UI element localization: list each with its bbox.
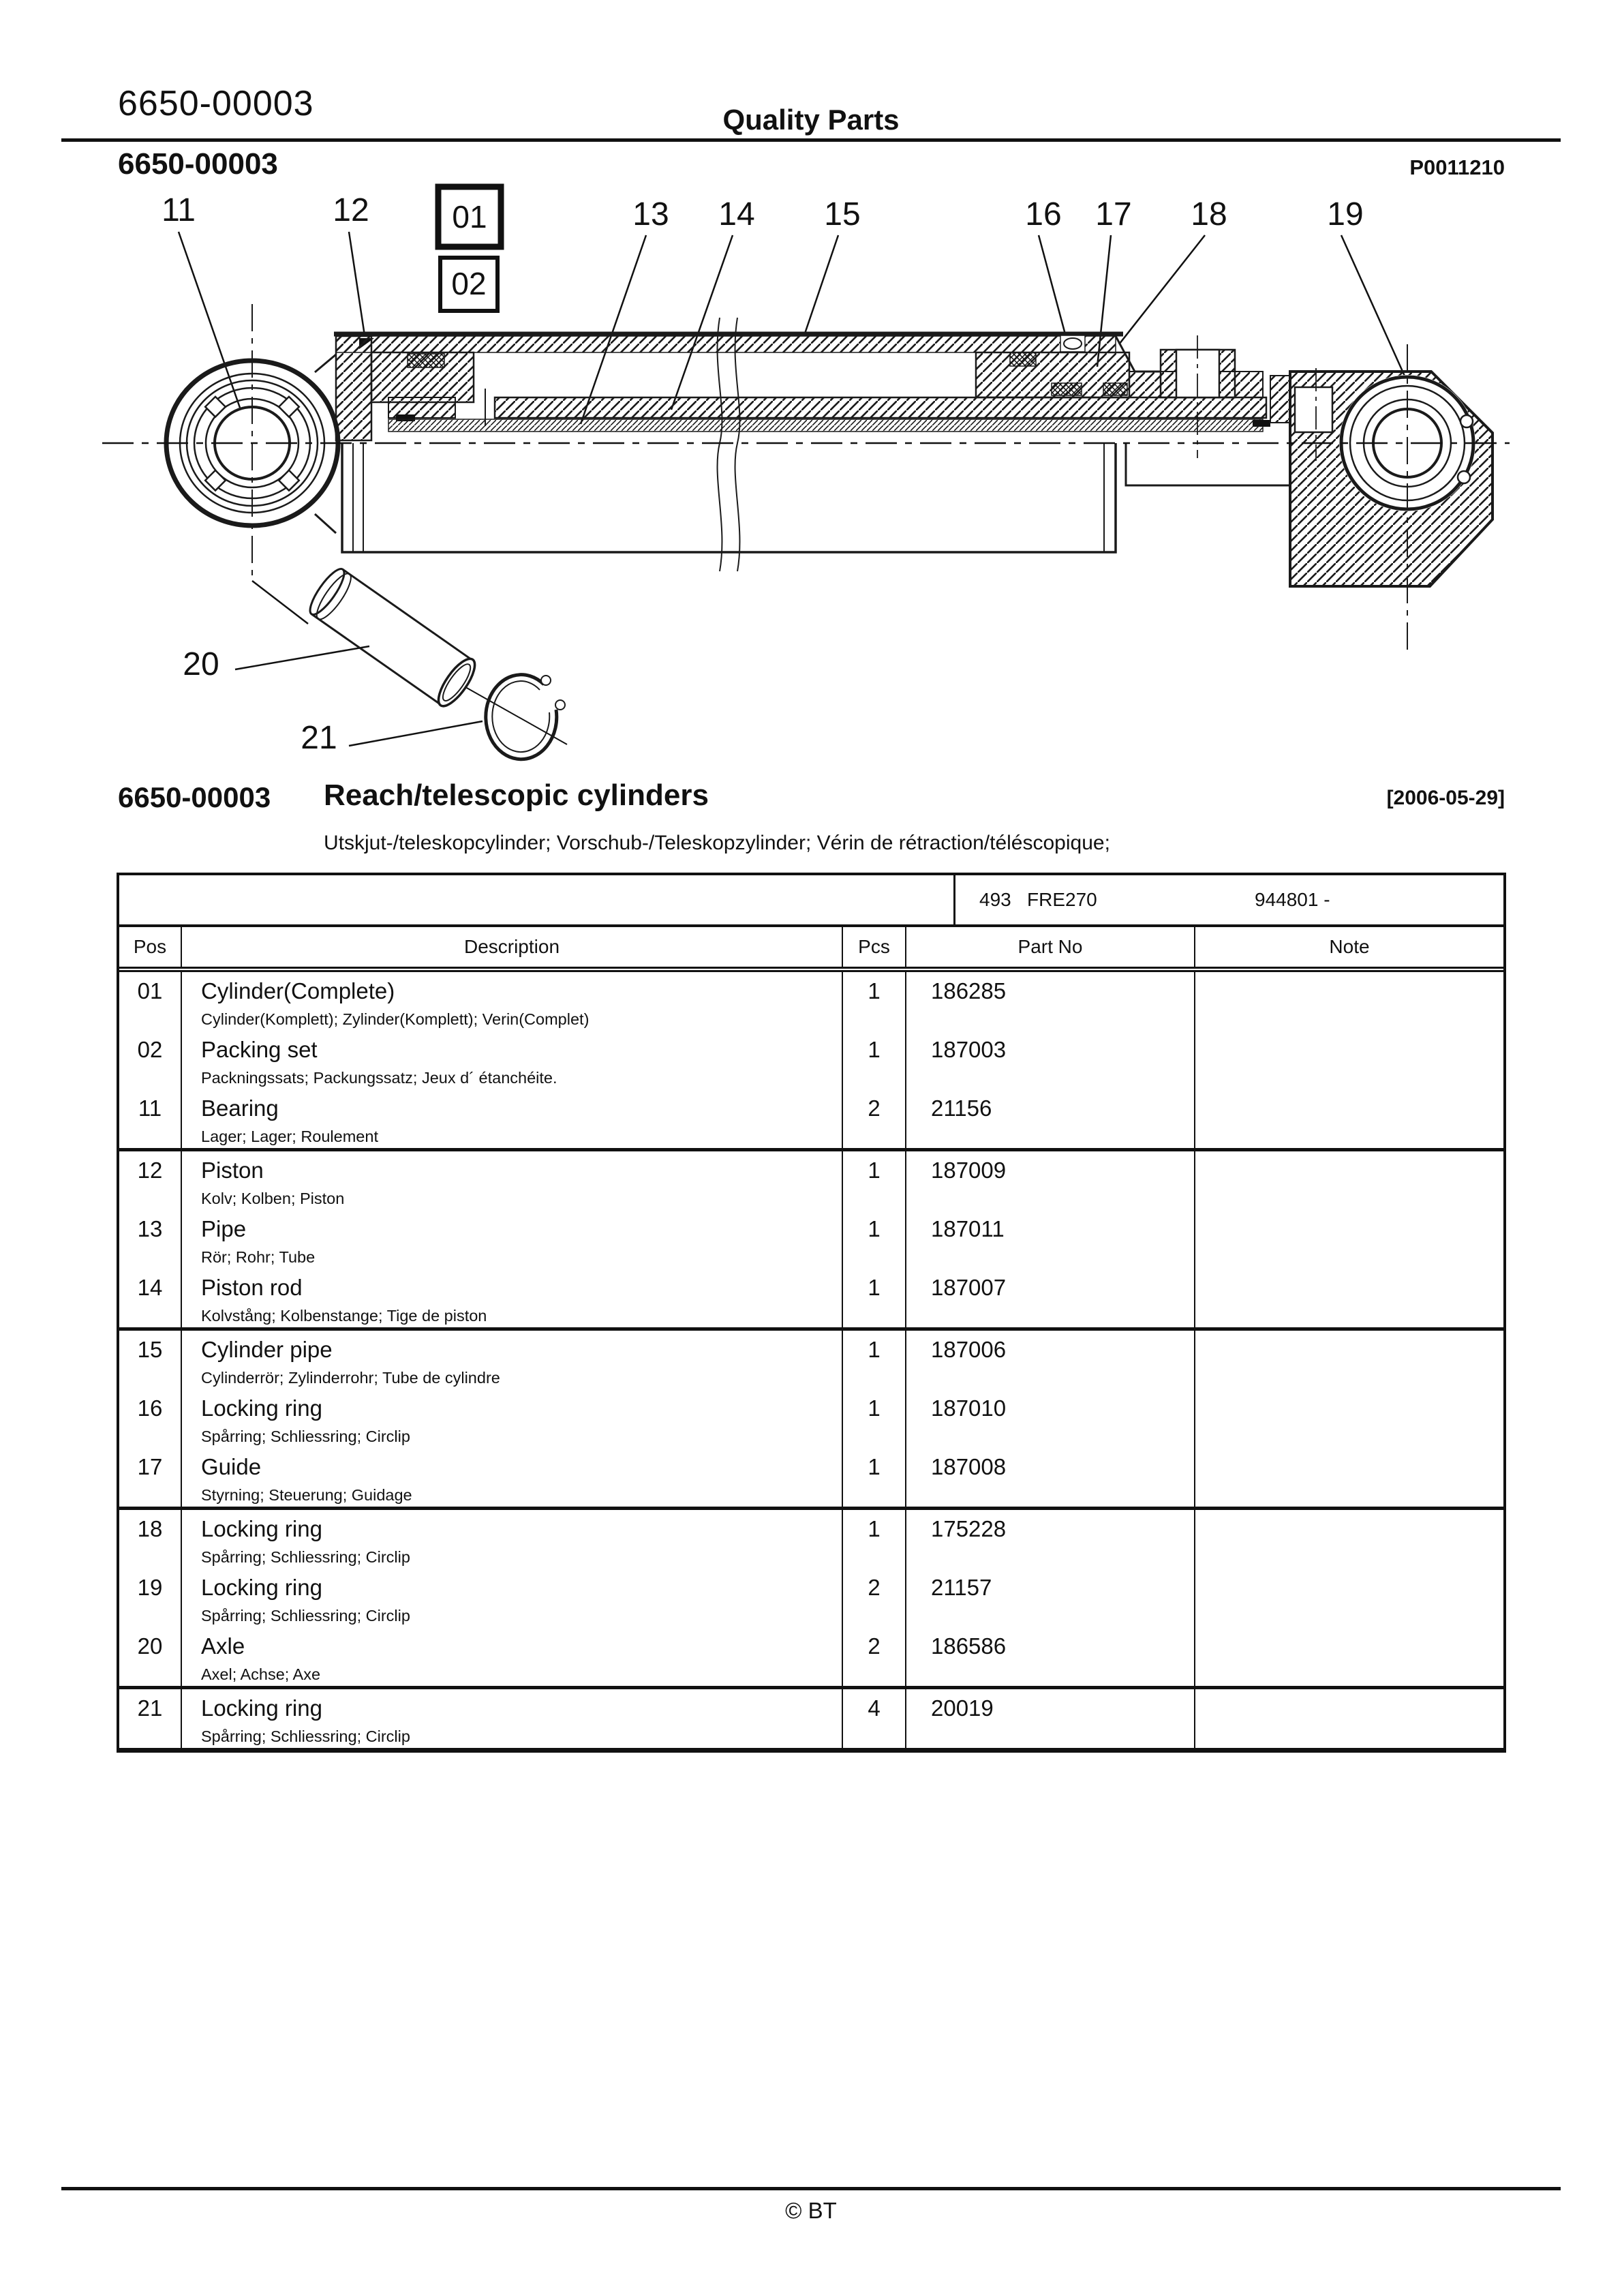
row-subtitle: Axel; Achse; Axe [201, 1665, 321, 1683]
callout-12: 12 [333, 192, 369, 228]
row-part-no: 187006 [906, 1331, 1195, 1389]
row-subtitle: Cylinderrör; Zylinderrohr; Tube de cylindre [201, 1369, 500, 1387]
row-note [1195, 1627, 1503, 1686]
row-description [182, 972, 843, 1031]
row-description [182, 1448, 843, 1507]
row-pcs: 1 [843, 1448, 906, 1507]
row-note [1195, 1210, 1503, 1269]
callout-21: 21 [301, 720, 337, 756]
model-name: FRE270 [1027, 889, 1097, 910]
parts-table [117, 873, 1506, 1753]
section-code: 6650-00003 [118, 781, 271, 813]
row-part-no: 187003 [906, 1031, 1195, 1089]
row-note [1195, 1389, 1503, 1448]
row-title: Packing set [201, 1037, 318, 1062]
cylinder-barrel-outline [342, 443, 1290, 552]
row-subtitle: Rör; Rohr; Tube [201, 1248, 316, 1266]
row-pos: 14 [119, 1269, 182, 1327]
page-header-title: Quality Parts [722, 104, 900, 136]
row-title: Cylinder pipe [201, 1337, 333, 1362]
row-pos: 17 [119, 1448, 182, 1507]
model-column-code: 493 [979, 889, 1011, 910]
row-note [1195, 1689, 1503, 1748]
table-row [119, 1389, 1503, 1448]
row-pos: 20 [119, 1627, 182, 1686]
row-pos: 15 [119, 1331, 182, 1389]
row-note [1195, 1151, 1503, 1210]
row-subtitle: Kolvstång; Kolbenstange; Tige de piston [201, 1307, 487, 1325]
model-band-cell [958, 875, 1503, 924]
table-row [119, 1569, 1503, 1627]
row-pcs: 1 [843, 1389, 906, 1448]
callout-02: 02 [451, 266, 487, 301]
row-subtitle: Spårring; Schliessring; Circlip [201, 1428, 410, 1445]
table-row [119, 1151, 1503, 1210]
model-band [119, 875, 1503, 927]
row-note [1195, 1331, 1503, 1389]
row-title: Locking ring [201, 1516, 322, 1541]
table-row [119, 1089, 1503, 1151]
row-title: Locking ring [201, 1575, 322, 1600]
row-pcs: 2 [843, 1089, 906, 1148]
row-part-no: 187010 [906, 1389, 1195, 1448]
callout-18: 18 [1191, 196, 1227, 232]
row-description [182, 1331, 843, 1389]
row-pos: 19 [119, 1569, 182, 1627]
row-title: Pipe [201, 1216, 247, 1241]
row-note [1195, 1569, 1503, 1627]
row-pcs: 1 [843, 1210, 906, 1269]
row-pcs: 2 [843, 1569, 906, 1627]
row-title: Bearing [201, 1096, 279, 1121]
header-pos: Pos [119, 927, 182, 967]
row-title: Cylinder(Complete) [201, 978, 395, 1003]
callout-17: 17 [1095, 196, 1132, 232]
row-pcs: 1 [843, 1331, 906, 1389]
header-part-no: Part No [906, 927, 1195, 967]
table-row [119, 1331, 1503, 1389]
table-row [119, 1210, 1503, 1269]
row-part-no: 187007 [906, 1269, 1195, 1327]
serial-range: 944801 - [1255, 889, 1330, 910]
row-pcs: 1 [843, 1269, 906, 1327]
row-subtitle: Lager; Lager; Roulement [201, 1128, 378, 1145]
row-subtitle: Styrning; Steuerung; Guidage [201, 1486, 412, 1504]
table-row [119, 1448, 1503, 1510]
table-row [119, 1627, 1503, 1689]
model-band-empty-cell [119, 875, 955, 924]
row-note [1195, 1089, 1503, 1148]
row-pcs: 1 [843, 1510, 906, 1569]
circlip [486, 675, 565, 759]
section-subtitle: Utskjut-/teleskopcylinder; Vorschub-/Teleskopzylinder; Vérin de rétraction/téléscopique; [324, 832, 1110, 854]
row-note [1195, 1269, 1503, 1327]
row-pos: 16 [119, 1389, 182, 1448]
row-description [182, 1389, 843, 1448]
callout-15: 15 [824, 196, 861, 232]
cylinder-diagram [0, 0, 1622, 770]
row-description [182, 1510, 843, 1569]
row-part-no: 186285 [906, 972, 1195, 1031]
row-pos: 02 [119, 1031, 182, 1089]
cylinder-barrel-section [334, 318, 1270, 571]
row-description [182, 1689, 843, 1748]
callout-19: 19 [1327, 196, 1364, 232]
row-subtitle: Spårring; Schliessring; Circlip [201, 1727, 410, 1745]
row-description [182, 1151, 843, 1210]
row-part-no: 186586 [906, 1627, 1195, 1686]
row-part-no: 21157 [906, 1569, 1195, 1627]
row-pos: 11 [119, 1089, 182, 1148]
row-description [182, 1627, 843, 1686]
row-subtitle: Kolv; Kolben; Piston [201, 1190, 345, 1207]
table-header-row [119, 927, 1503, 972]
row-note [1195, 1510, 1503, 1569]
header-pcs: Pcs [843, 927, 906, 967]
row-title: Guide [201, 1454, 262, 1479]
row-pcs: 1 [843, 1151, 906, 1210]
row-subtitle: Cylinder(Komplett); Zylinder(Komplett); Verin(Complet) [201, 1010, 590, 1028]
row-part-no: 21156 [906, 1089, 1195, 1148]
table-row [119, 1269, 1503, 1331]
row-note [1195, 1031, 1503, 1089]
callout-11: 11 [162, 192, 196, 228]
row-description [182, 1210, 843, 1269]
row-subtitle: Spårring; Schliessring; Circlip [201, 1548, 410, 1566]
header-description: Description [182, 927, 843, 967]
row-title: Locking ring [201, 1395, 322, 1421]
table-row [119, 1510, 1503, 1569]
header-note: Note [1329, 936, 1370, 957]
doc-reference: P0011210 [1409, 155, 1505, 179]
callout-13: 13 [632, 196, 669, 232]
row-part-no: 187008 [906, 1448, 1195, 1507]
row-pos: 18 [119, 1510, 182, 1569]
row-pcs: 4 [843, 1689, 906, 1748]
table-row [119, 1031, 1503, 1089]
row-part-no: 175228 [906, 1510, 1195, 1569]
row-pcs: 2 [843, 1627, 906, 1686]
row-description [182, 1089, 843, 1148]
row-description [182, 1269, 843, 1327]
callout-16: 16 [1025, 196, 1062, 232]
section-date: [2006-05-29] [1386, 787, 1505, 809]
row-pos: 21 [119, 1689, 182, 1748]
row-subtitle: Packningssats; Packungssatz; Jeux d´ étanchéite. [201, 1069, 557, 1087]
axle-pin [305, 564, 481, 712]
row-title: Locking ring [201, 1695, 322, 1721]
row-pcs: 1 [843, 972, 906, 1031]
table-row [119, 1689, 1503, 1748]
footer-rule [61, 2187, 1561, 2190]
row-note [1195, 972, 1503, 1031]
row-description [182, 1031, 843, 1089]
row-description [182, 1569, 843, 1627]
row-pos: 13 [119, 1210, 182, 1269]
row-note [1195, 1448, 1503, 1507]
row-pos: 12 [119, 1151, 182, 1210]
callout-14: 14 [718, 196, 755, 232]
callout-01: 01 [452, 199, 487, 235]
row-title: Piston [201, 1158, 264, 1183]
doc-code: 6650-00003 [118, 147, 278, 181]
row-pcs: 1 [843, 1031, 906, 1089]
section-title: Reach/telescopic cylinders [324, 779, 709, 812]
row-part-no: 20019 [906, 1689, 1195, 1748]
table-row [119, 972, 1503, 1031]
callout-20: 20 [183, 646, 219, 682]
right-eye [1270, 344, 1493, 651]
row-part-no: 187011 [906, 1210, 1195, 1269]
row-subtitle: Spårring; Schliessring; Circlip [201, 1607, 410, 1625]
row-title: Axle [201, 1633, 245, 1659]
row-title: Piston rod [201, 1275, 303, 1300]
row-part-no: 187009 [906, 1151, 1195, 1210]
footer-copyright: © BT [785, 2198, 837, 2223]
row-pos: 01 [119, 972, 182, 1031]
page-header-code: 6650-00003 [118, 84, 314, 123]
